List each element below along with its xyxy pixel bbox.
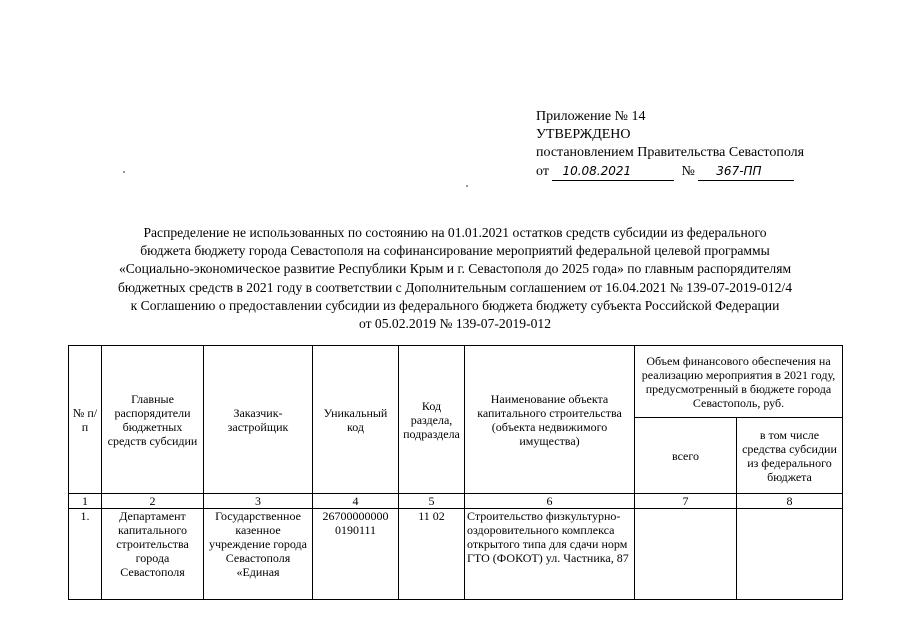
header-object: Наименование объекта капитального строительства (объекта недвижимого имущества) xyxy=(465,346,635,494)
header-total: всего xyxy=(635,418,737,494)
row-num: 1. xyxy=(69,509,102,600)
header-code: Уникальный код xyxy=(313,346,399,494)
heading-line: бюджетных средств в 2021 году в соответствии с Дополнительным соглашением от 16.04.2021 № 139-07-2019-012/4 xyxy=(118,279,792,295)
header-funding: Объем финансового обеспечения на реализацию мероприятия в 2021 году, предусмотренный в бюджете города Севастополь, руб. xyxy=(635,346,843,418)
header-num: № п/п xyxy=(69,346,102,494)
appendix-number: Приложение № 14 xyxy=(536,109,646,124)
heading-line: к Соглашению о предоставлении субсидии из федерального бюджета бюджету субъекта Российской Федерации xyxy=(130,297,780,313)
column-number: 6 xyxy=(465,494,635,509)
heading-line: «Социально-экономическое развитие Республики Крым и г. Севастополя до 2025 года» по главным распорядителям xyxy=(118,261,792,277)
row-subsidy xyxy=(737,509,843,600)
scan-speck xyxy=(466,185,468,187)
heading-line: бюджета бюджету города Севастополя на софинансирование мероприятий федеральной целевой программы xyxy=(140,243,770,259)
decree-label: постановлением Правительства Севастополя xyxy=(536,145,805,160)
decree-number: 367-ПП xyxy=(698,162,794,181)
heading-line: от 05.02.2019 № 139-07-2019-012 xyxy=(358,316,552,332)
column-number: 2 xyxy=(102,494,204,509)
row-manager: Департамент капитального строительства города Севастополя xyxy=(102,509,204,600)
column-number: 8 xyxy=(737,494,843,509)
header-managers: Главные распорядители бюджетных средств субсидии xyxy=(102,346,204,494)
date-number-line xyxy=(536,162,804,181)
number-label: № xyxy=(681,164,695,179)
row-total xyxy=(635,509,737,600)
row-object: Строительство физкультурно-оздоровительного комплекса открытого типа для сдачи норм ГТО (ФОКОТ) ул. Частника, 87 xyxy=(465,509,635,600)
decree-date: 10.08.2021 xyxy=(552,162,674,181)
column-number: 3 xyxy=(204,494,313,509)
scan-speck xyxy=(123,171,125,173)
appendix-block xyxy=(536,108,804,181)
table-row xyxy=(69,509,843,600)
column-number: 5 xyxy=(399,494,465,509)
from-label: от xyxy=(536,164,549,179)
column-number: 7 xyxy=(635,494,737,509)
header-section: Код раздела, подраздела xyxy=(399,346,465,494)
approved-label: УТВЕРЖДЕНО xyxy=(536,127,631,142)
column-number: 1 xyxy=(69,494,102,509)
distribution-table xyxy=(68,345,843,600)
row-code: 26700000000 0190111 xyxy=(313,509,399,600)
header-customer: Заказчик-застройщик xyxy=(204,346,313,494)
heading-line: Распределение не использованных по состоянию на 01.01.2021 остатков средств субсидии из федерального xyxy=(143,225,767,240)
row-section: 11 02 xyxy=(399,509,465,600)
header-subsidy: в том числе средства субсидии из федерального бюджета xyxy=(737,418,843,494)
row-customer: Государственное казенное учреждение города Севастополя «Единая xyxy=(204,509,313,600)
column-number: 4 xyxy=(313,494,399,509)
document-heading xyxy=(70,224,840,333)
